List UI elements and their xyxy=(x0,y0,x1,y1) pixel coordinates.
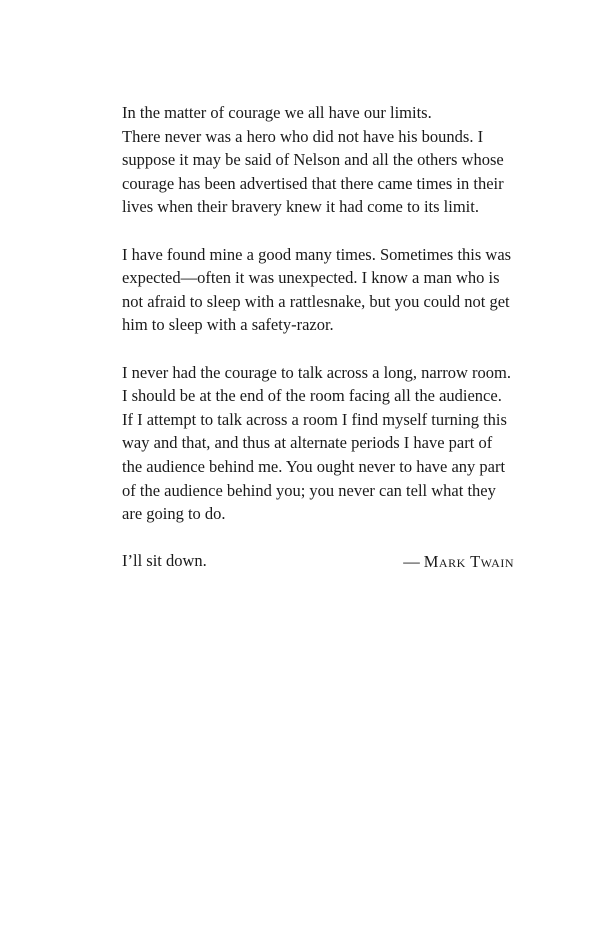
paragraph-1 xyxy=(122,101,518,219)
text-line: are going to do. xyxy=(122,504,226,524)
text-line: I should be at the end of the room facing all the audience. xyxy=(122,386,502,406)
author-name: Mark Twain xyxy=(423,552,514,571)
text-line: If I attempt to talk across a room I find myself turning this xyxy=(122,409,507,429)
text-line: I never had the courage to talk across a long, narrow room. xyxy=(122,362,511,382)
text-line: I have found mine a good many times. Sometimes this was xyxy=(122,244,512,264)
text-line: lives when their bravery knew it had come to its limit. xyxy=(122,197,479,217)
text-line: There never was a hero who did not have his bounds. I xyxy=(122,126,484,146)
text-line: suppose it may be said of Nelson and all the others whose xyxy=(122,150,504,170)
text-line: not afraid to sleep with a rattlesnake, but you could not get xyxy=(122,291,510,311)
text-line: courage has been advertised that there came times in their xyxy=(122,173,504,193)
text-line: I’ll sit down. xyxy=(122,551,207,571)
text-line: him to sleep with a safety-razor. xyxy=(122,315,334,335)
quote-body xyxy=(122,101,518,573)
paragraph-2 xyxy=(122,243,518,337)
text-line: expected—often it was unexpected. I know a man who is xyxy=(122,268,500,288)
text-line: In the matter of courage we all have our limits. xyxy=(122,103,432,122)
attribution xyxy=(403,550,514,574)
attribution-dash: — xyxy=(403,552,420,571)
text-line: of the audience behind you; you never can tell what they xyxy=(122,480,496,500)
text-line: way and that, and thus at alternate periods I have part of xyxy=(122,433,493,453)
paragraph-3 xyxy=(122,361,518,526)
text-line: the audience behind me. You ought never to have any part xyxy=(122,456,506,476)
